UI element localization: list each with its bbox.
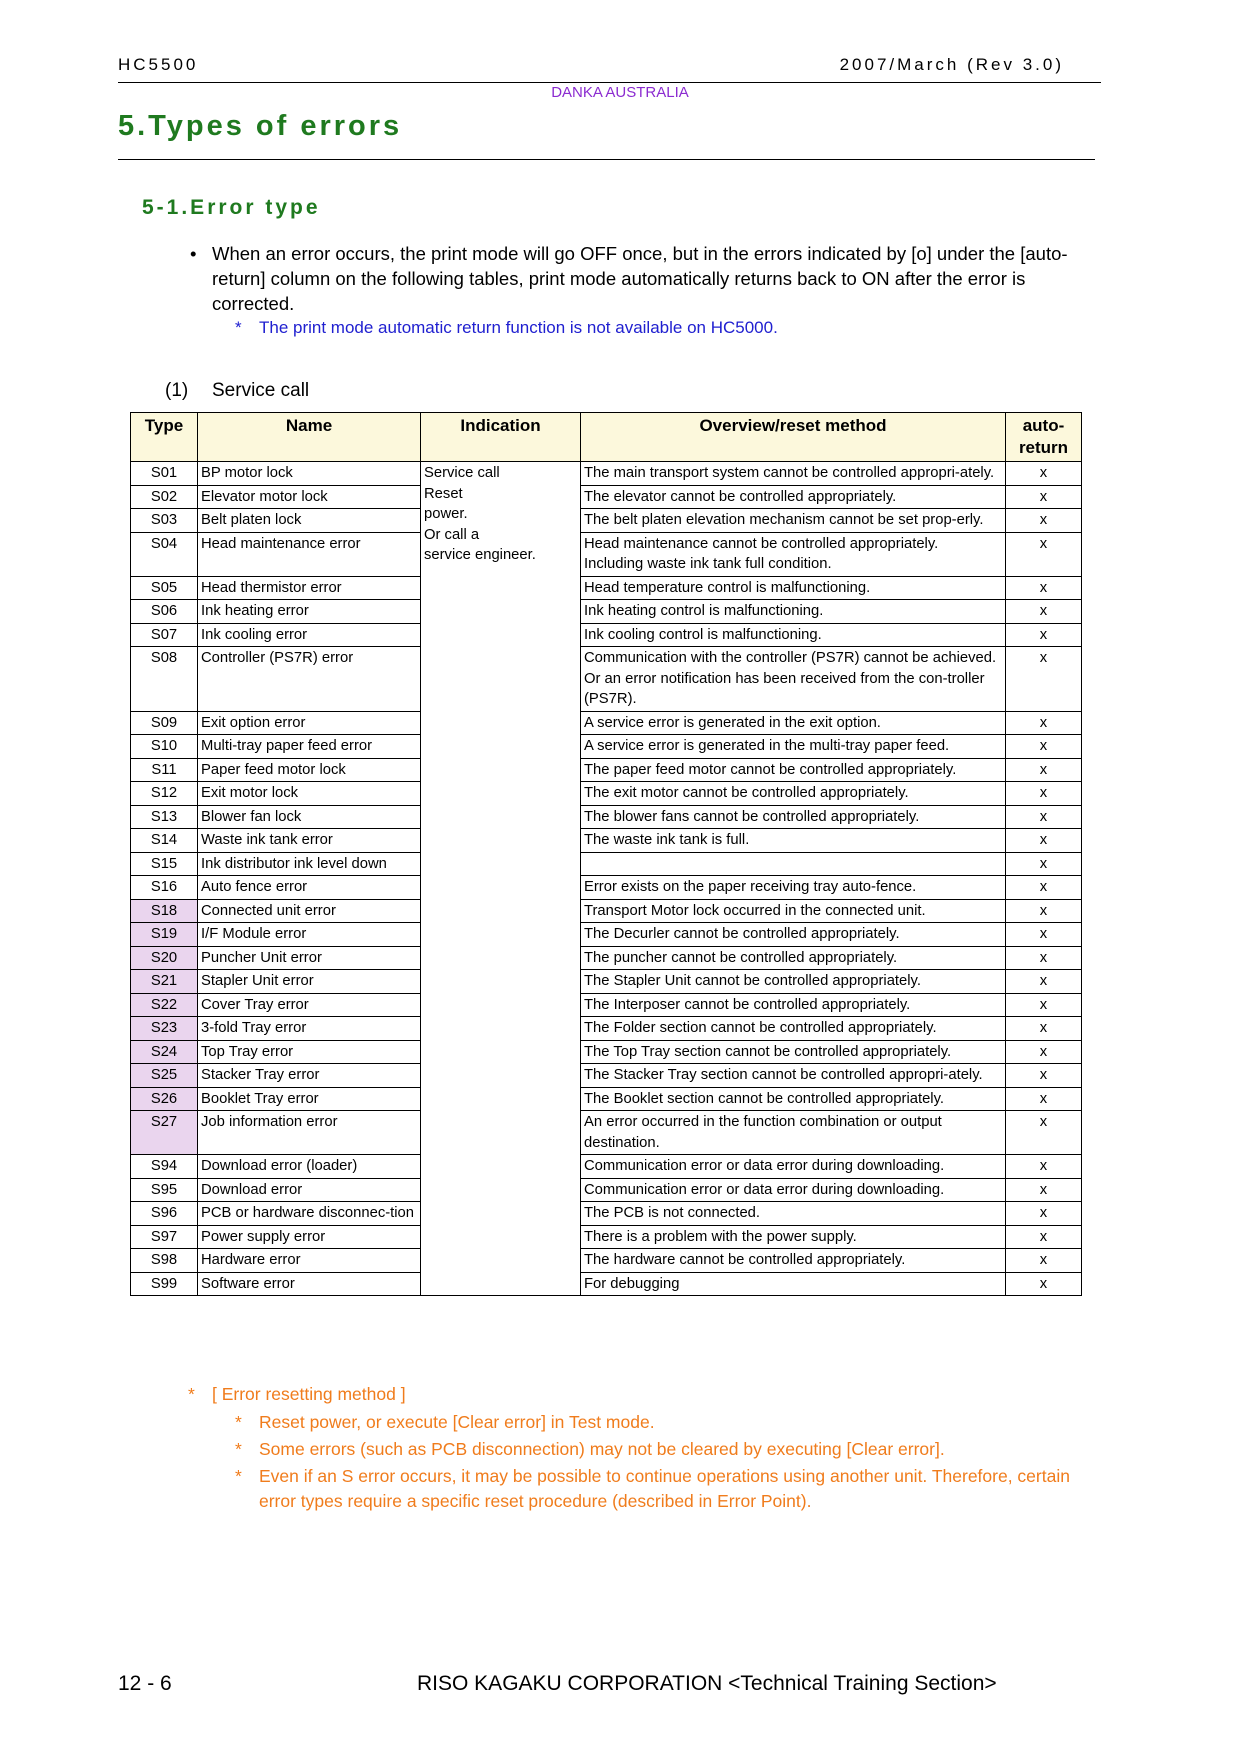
cell-type: S01: [131, 462, 198, 486]
cell-name: Ink distributor ink level down: [198, 852, 421, 876]
cell-name: Exit option error: [198, 711, 421, 735]
cell-name: Power supply error: [198, 1225, 421, 1249]
cell-name: Download error: [198, 1178, 421, 1202]
cell-type: S15: [131, 852, 198, 876]
cell-auto-return: x: [1006, 1040, 1082, 1064]
table-row: [131, 758, 1082, 782]
cell-auto-return: x: [1006, 852, 1082, 876]
asterisk-icon: *: [235, 1466, 242, 1486]
table-row: [131, 970, 1082, 994]
table-row: [131, 462, 1082, 486]
cell-type: S98: [131, 1249, 198, 1273]
cell-type: S27: [131, 1111, 198, 1155]
intro-note: [235, 318, 778, 338]
asterisk-icon: *: [235, 318, 242, 337]
cell-auto-return: x: [1006, 735, 1082, 759]
cell-overview: Transport Motor lock occurred in the connected unit.: [581, 899, 1006, 923]
cell-auto-return: x: [1006, 509, 1082, 533]
header-indication: Indication: [421, 413, 581, 462]
title-divider: [118, 159, 1095, 160]
cell-overview: Communication with the controller (PS7R) cannot be achieved. Or an error notification has been received from the con-troller (PS7R).: [581, 647, 1006, 712]
table-row: [131, 1040, 1082, 1064]
cell-type: S24: [131, 1040, 198, 1064]
table-row: [131, 1087, 1082, 1111]
cell-type: S16: [131, 876, 198, 900]
table-row: [131, 509, 1082, 533]
cell-name: Exit motor lock: [198, 782, 421, 806]
table-row: [131, 876, 1082, 900]
cell-overview: The puncher cannot be controlled appropriately.: [581, 946, 1006, 970]
cell-overview: The exit motor cannot be controlled appropriately.: [581, 782, 1006, 806]
cell-overview: A service error is generated in the multi-tray paper feed.: [581, 735, 1006, 759]
cell-name: Puncher Unit error: [198, 946, 421, 970]
cell-type: S10: [131, 735, 198, 759]
table-row: [131, 923, 1082, 947]
cell-type: S14: [131, 829, 198, 853]
header-type: Type: [131, 413, 198, 462]
header-distributor: DANKA AUSTRALIA: [551, 84, 689, 101]
cell-name: Booklet Tray error: [198, 1087, 421, 1111]
cell-auto-return: x: [1006, 576, 1082, 600]
cell-auto-return: x: [1006, 485, 1082, 509]
cell-overview: A service error is generated in the exit option.: [581, 711, 1006, 735]
table-row: [131, 1202, 1082, 1226]
cell-name: Download error (loader): [198, 1155, 421, 1179]
cell-name: Waste ink tank error: [198, 829, 421, 853]
table-row: [131, 993, 1082, 1017]
table-row: [131, 946, 1082, 970]
cell-type: S05: [131, 576, 198, 600]
cell-type: S03: [131, 509, 198, 533]
cell-name: Controller (PS7R) error: [198, 647, 421, 712]
cell-name: Cover Tray error: [198, 993, 421, 1017]
cell-overview: The Top Tray section cannot be controlled appropriately.: [581, 1040, 1006, 1064]
reset-list: [235, 1410, 1085, 1516]
cell-name: BP motor lock: [198, 462, 421, 486]
header-overview: Overview/reset method: [581, 413, 1006, 462]
cell-name: Software error: [198, 1272, 421, 1296]
cell-auto-return: x: [1006, 1111, 1082, 1155]
cell-name: PCB or hardware disconnec-tion: [198, 1202, 421, 1226]
cell-auto-return: x: [1006, 946, 1082, 970]
footer-company: RISO KAGAKU CORPORATION <Technical Training Section>: [417, 1672, 997, 1695]
cell-auto-return: x: [1006, 1155, 1082, 1179]
cell-overview: Ink cooling control is malfunctioning.: [581, 623, 1006, 647]
cell-overview: The Folder section cannot be controlled appropriately.: [581, 1017, 1006, 1041]
cell-type: S11: [131, 758, 198, 782]
table-row: [131, 576, 1082, 600]
cell-name: Elevator motor lock: [198, 485, 421, 509]
cell-type: S96: [131, 1202, 198, 1226]
cell-name: Paper feed motor lock: [198, 758, 421, 782]
asterisk-icon: *: [188, 1384, 195, 1404]
cell-name: Ink cooling error: [198, 623, 421, 647]
cell-overview: The Stacker Tray section cannot be controlled appropri-ately.: [581, 1064, 1006, 1088]
table-row: [131, 1155, 1082, 1179]
cell-auto-return: x: [1006, 876, 1082, 900]
cell-auto-return: x: [1006, 782, 1082, 806]
cell-name: Stacker Tray error: [198, 1064, 421, 1088]
cell-overview: The elevator cannot be controlled appropriately.: [581, 485, 1006, 509]
cell-auto-return: x: [1006, 462, 1082, 486]
cell-name: Blower fan lock: [198, 805, 421, 829]
error-table: [130, 412, 1082, 1296]
cell-type: S04: [131, 532, 198, 576]
table-row: [131, 1225, 1082, 1249]
table-row: [131, 1249, 1082, 1273]
reset-title: [188, 1384, 406, 1405]
cell-auto-return: x: [1006, 829, 1082, 853]
table-row: [131, 782, 1082, 806]
cell-auto-return: x: [1006, 1178, 1082, 1202]
page-title: 5.Types of errors: [118, 110, 403, 142]
table-row: [131, 899, 1082, 923]
cell-overview: There is a problem with the power supply.: [581, 1225, 1006, 1249]
cell-type: S21: [131, 970, 198, 994]
cell-overview: Head maintenance cannot be controlled appropriately. Including waste ink tank full condition.: [581, 532, 1006, 576]
cell-type: S07: [131, 623, 198, 647]
cell-type: S20: [131, 946, 198, 970]
cell-type: S12: [131, 782, 198, 806]
cell-type: S02: [131, 485, 198, 509]
service-call-heading: [165, 380, 309, 402]
cell-name: Top Tray error: [198, 1040, 421, 1064]
cell-overview: The waste ink tank is full.: [581, 829, 1006, 853]
cell-overview: Communication error or data error during downloading.: [581, 1155, 1006, 1179]
table-row: [131, 600, 1082, 624]
intro-text: When an error occurs, the print mode will go OFF once, but in the errors indicated by [o] under the [auto-return] column on the following tables, print mode automatically returns back to ON after the error is corrected.: [212, 243, 1068, 314]
cell-overview: The main transport system cannot be controlled appropri-ately.: [581, 462, 1006, 486]
cell-name: Hardware error: [198, 1249, 421, 1273]
cell-overview: The Decurler cannot be controlled appropriately.: [581, 923, 1006, 947]
cell-type: S26: [131, 1087, 198, 1111]
table-row: [131, 623, 1082, 647]
reset-title-text: [ Error resetting method ]: [212, 1384, 406, 1404]
header-divider: [118, 82, 1101, 83]
cell-overview: The blower fans cannot be controlled appropriately.: [581, 805, 1006, 829]
cell-indication: Service call Reset power. Or call a service engineer.: [421, 462, 581, 1296]
cell-name: Auto fence error: [198, 876, 421, 900]
cell-type: S97: [131, 1225, 198, 1249]
cell-name: Stapler Unit error: [198, 970, 421, 994]
cell-type: S99: [131, 1272, 198, 1296]
reset-item-text: Even if an S error occurs, it may be possible to continue operations using another unit. Therefore, certain error types require a specific reset procedure (described in Error Point).: [259, 1466, 1070, 1511]
intro-note-text: The print mode automatic return function is not available on HC5000.: [259, 318, 778, 337]
cell-auto-return: x: [1006, 1202, 1082, 1226]
header-auto-return: auto-return: [1006, 413, 1082, 462]
header-date: 2007/March (Rev 3.0): [839, 55, 1064, 74]
cell-name: Ink heating error: [198, 600, 421, 624]
section-number: (1): [165, 380, 189, 401]
cell-auto-return: x: [1006, 1272, 1082, 1296]
cell-name: Connected unit error: [198, 899, 421, 923]
cell-auto-return: x: [1006, 899, 1082, 923]
table-row: [131, 735, 1082, 759]
cell-type: S95: [131, 1178, 198, 1202]
cell-overview: An error occurred in the function combination or output destination.: [581, 1111, 1006, 1155]
cell-auto-return: x: [1006, 923, 1082, 947]
cell-auto-return: x: [1006, 1017, 1082, 1041]
cell-auto-return: x: [1006, 647, 1082, 712]
cell-auto-return: x: [1006, 993, 1082, 1017]
cell-name: I/F Module error: [198, 923, 421, 947]
cell-overview: Ink heating control is malfunctioning.: [581, 600, 1006, 624]
cell-overview: The paper feed motor cannot be controlled appropriately.: [581, 758, 1006, 782]
cell-overview: The belt platen elevation mechanism cannot be set prop-erly.: [581, 509, 1006, 533]
cell-name: Head thermistor error: [198, 576, 421, 600]
header-name: Name: [198, 413, 421, 462]
intro-bullet: [190, 241, 1085, 316]
cell-type: S06: [131, 600, 198, 624]
cell-name: Head maintenance error: [198, 532, 421, 576]
table-row: [131, 805, 1082, 829]
table-row: [131, 1017, 1082, 1041]
cell-overview: [581, 852, 1006, 876]
list-item: [235, 1437, 1085, 1462]
table-row: [131, 829, 1082, 853]
table-row: [131, 1272, 1082, 1296]
reset-item-text: Some errors (such as PCB disconnection) may not be cleared by executing [Clear error].: [259, 1439, 945, 1459]
section-subtitle: 5-1.Error type: [142, 196, 321, 219]
cell-name: Multi-tray paper feed error: [198, 735, 421, 759]
cell-type: S25: [131, 1064, 198, 1088]
cell-overview: Error exists on the paper receiving tray auto-fence.: [581, 876, 1006, 900]
table-row: [131, 1111, 1082, 1155]
cell-auto-return: x: [1006, 600, 1082, 624]
asterisk-icon: *: [235, 1412, 242, 1432]
reset-item-text: Reset power, or execute [Clear error] in Test mode.: [259, 1412, 655, 1432]
cell-overview: The PCB is not connected.: [581, 1202, 1006, 1226]
asterisk-icon: *: [235, 1439, 242, 1459]
cell-auto-return: x: [1006, 1087, 1082, 1111]
cell-auto-return: x: [1006, 1064, 1082, 1088]
cell-overview: The Interposer cannot be controlled appropriately.: [581, 993, 1006, 1017]
cell-name: Job information error: [198, 1111, 421, 1155]
cell-auto-return: x: [1006, 805, 1082, 829]
cell-auto-return: x: [1006, 532, 1082, 576]
list-item: [235, 1410, 1085, 1435]
footer-page-number: 12 - 6: [118, 1672, 172, 1695]
cell-overview: For debugging: [581, 1272, 1006, 1296]
cell-type: S19: [131, 923, 198, 947]
table-row: [131, 485, 1082, 509]
cell-auto-return: x: [1006, 711, 1082, 735]
cell-auto-return: x: [1006, 970, 1082, 994]
cell-overview: The Stapler Unit cannot be controlled appropriately.: [581, 970, 1006, 994]
table-row: [131, 711, 1082, 735]
cell-name: Belt platen lock: [198, 509, 421, 533]
cell-auto-return: x: [1006, 1225, 1082, 1249]
cell-overview: Head temperature control is malfunctioning.: [581, 576, 1006, 600]
table-row: [131, 647, 1082, 712]
table-header-row: [131, 413, 1082, 462]
cell-type: S09: [131, 711, 198, 735]
cell-auto-return: x: [1006, 1249, 1082, 1273]
cell-type: S18: [131, 899, 198, 923]
header-model: HC5500: [118, 55, 199, 74]
cell-type: S94: [131, 1155, 198, 1179]
cell-auto-return: x: [1006, 758, 1082, 782]
table-row: [131, 532, 1082, 576]
cell-type: S13: [131, 805, 198, 829]
cell-auto-return: x: [1006, 623, 1082, 647]
list-item: [235, 1464, 1085, 1514]
section-label: Service call: [212, 380, 310, 401]
cell-name: 3-fold Tray error: [198, 1017, 421, 1041]
table-row: [131, 1178, 1082, 1202]
cell-overview: Communication error or data error during downloading.: [581, 1178, 1006, 1202]
cell-type: S23: [131, 1017, 198, 1041]
cell-type: S22: [131, 993, 198, 1017]
table-body: [131, 462, 1082, 1296]
cell-type: S08: [131, 647, 198, 712]
table-row: [131, 852, 1082, 876]
cell-overview: The hardware cannot be controlled appropriately.: [581, 1249, 1006, 1273]
bullet-dot-icon: •: [190, 243, 197, 264]
table-row: [131, 1064, 1082, 1088]
cell-overview: The Booklet section cannot be controlled appropriately.: [581, 1087, 1006, 1111]
